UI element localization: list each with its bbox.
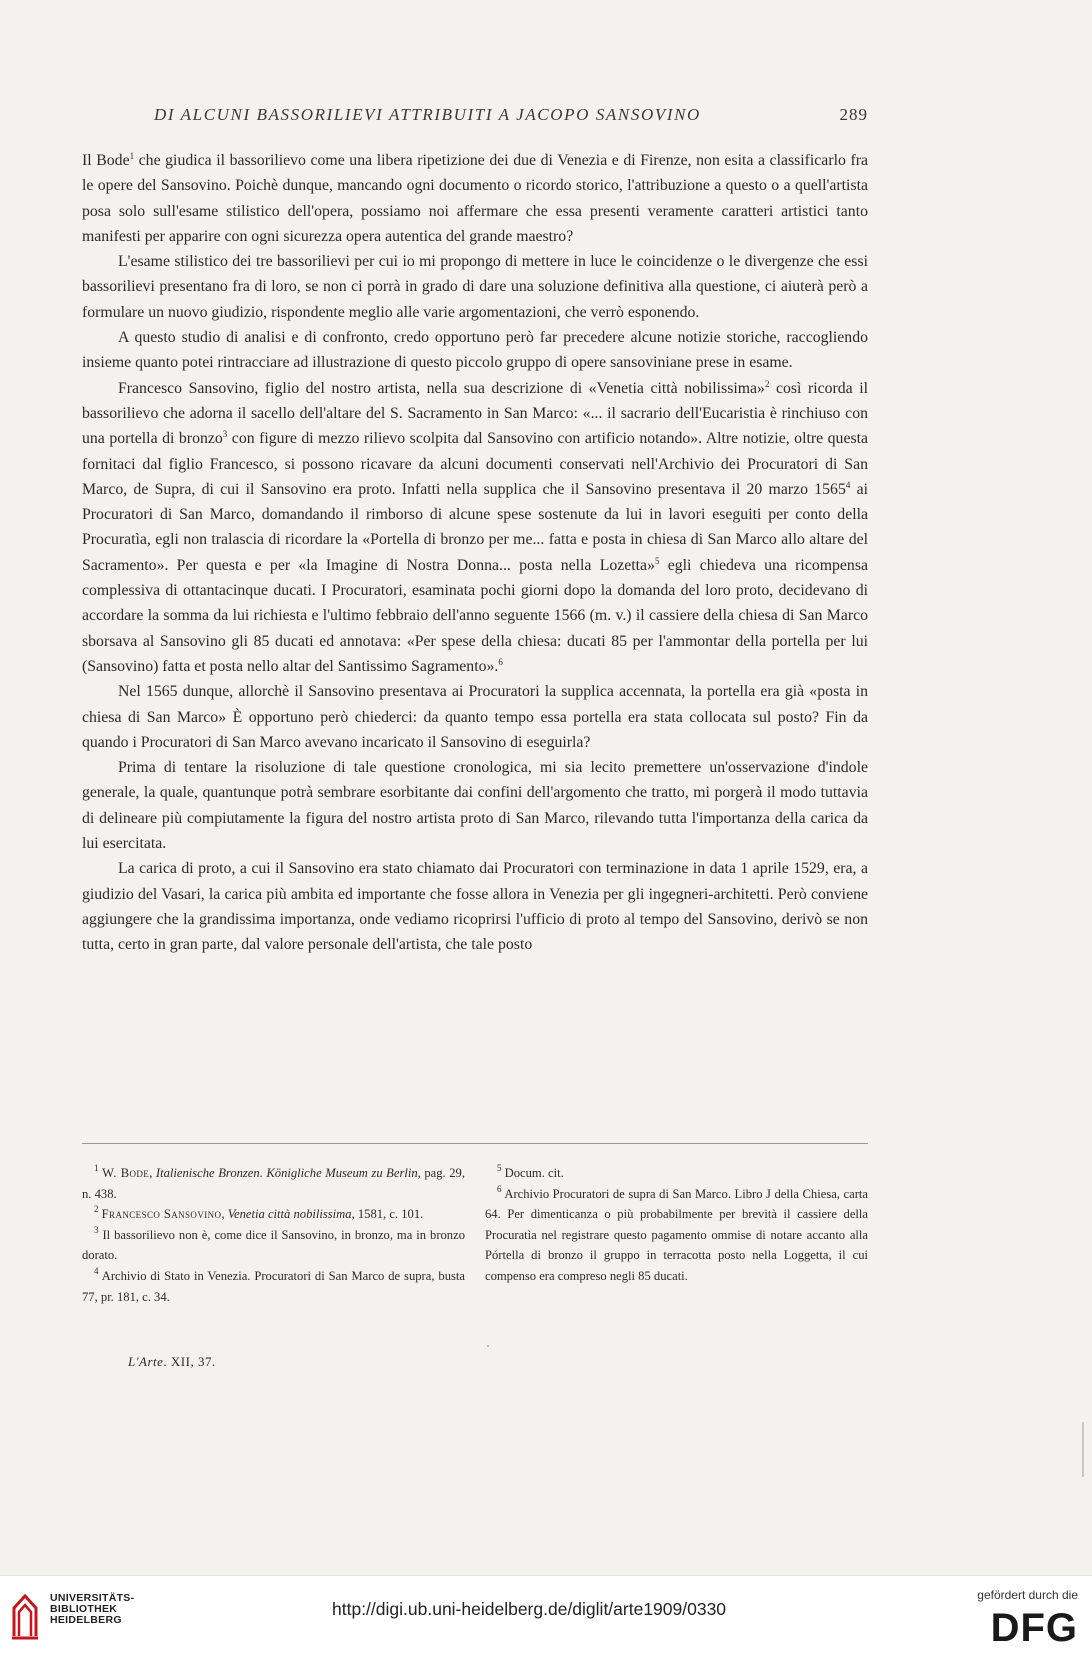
paragraph: Il Bode$^1$ che giudica il bassorilievo come una libera ripetizione dei due di Venezia e di Firenze, non esita a classificarlo fra le opere del Sansovino. Poichè dunque, mancando ogni documento o ricordo storico, l'attribuzione a questo o a quell'artista posa solo sull'esame stilistico dell'opera, possiamo noi affermare che essa presenti veramente caratteri artistici tanto manifesti per apparire con ogni sicurezza opera autentica del grande maestro? — [82, 151, 868, 245]
paragraph: Francesco Sansovino, figlio del nostro artista, nella sua descrizione di «Venetia città nobilissima»$^2$ così ricorda il bassorilievo che adorna il sacello dell'altare del S. Sacramento in San Marco: «... il sacrario dell'Eucaristia è rinchiuso con una portella di bronzo$^3$ con figure di mezzo rilievo scolpita dal Sansovino con artificio notando». Altre notizie, oltre questa fornitaci dal figlio Francesco, si possono ricavare da alcuni documenti conservati nell'Archivio dei Procuratori di San Marco, de Supra, di cui il Sansovino era proto. Infatti nella supplica che il Sansovino presentava il 20 marzo 1565$^4$ ai Procuratori di San Marco, domandando il rimborso di alcune spese sostenute da lui in lavori eseguiti per conto della Procuratìa, egli non tralascia di ricordare la «Portella di bronzo per me... fatta e posta in chiesa di San Marco allo altare del Sacramento». Per questa e per «la Imagine di Nostra Donna... posta nella Lozetta»$^5$ egli chiedeva una ricompensa complessiva di ottantacinque ducati. I Procuratori, esaminata pochi giorni dopo la domanda del loro proto, decidevano di accordare la somma da lui richiesta e l'ultimo febbraio dell'anno seguente 1566 (m. v.) il cassiere della chiesa di San Marco sborsava al Sansovino gli 85 ducati ed annotava: «Per spese della chiesa: ducati 85 per l'ammontar della portella per lui (Sansovino) fatta et posta nello altar del Santissimo Sagramento».$^6$ — [82, 378, 868, 675]
footnote: $^5$ Docum. cit. — [497, 1163, 564, 1180]
dfg-logo[interactable]: DFG — [990, 1606, 1078, 1650]
footnote-ref[interactable]: 6 — [498, 656, 503, 667]
paragraph: A questo studio di analisi e di confronto, credo opportuno però far precedere alcune notizie storiche, raccogliendo insieme quanto potei rintracciare ad illustrazione di questo piccolo gruppo di opere sansoviniane prese in esame. — [82, 329, 868, 372]
funder-caption: gefördert durch die — [977, 1588, 1078, 1602]
footnote: $^2$ Francesco Sansovino, Venetia città nobilissima, 1581, c. 101. — [94, 1204, 424, 1222]
footnotes-right-column — [485, 1163, 868, 1287]
running-title: DI ALCUNI BASSORILIEVI ATTRIBUITI A JACOPO SANSOVINO — [154, 105, 701, 124]
page-number: 289 — [839, 105, 868, 124]
ub-heidelberg-logo-icon[interactable] — [10, 1588, 40, 1640]
body-text — [82, 148, 868, 958]
viewer-bottom-bar — [0, 1575, 1092, 1659]
print-speck — [487, 1345, 489, 1347]
footnote-ref[interactable]: 3 — [222, 429, 228, 440]
footnote-ref[interactable]: 1 — [129, 151, 135, 161]
paragraph: La carica di proto, a cui il Sansovino era stato chiamato dai Procuratori con terminazione in data 1 aprile 1529, era, a giudizio del Vasari, la carica più ambita ed importante che fosse allora in Venezia per gli ingegneri-architetti. Però conviene aggiungere che la grandissima importanza, onde vediamo ricoprirsi l'ufficio di proto al tempo del Sansovino, derivò se non tutta, certo in gran parte, dal valore personale dell'artista, che tale posto — [82, 860, 868, 954]
paragraph: Nel 1565 dunque, allorchè il Sansovino presentava ai Procuratori la supplica accennata, la portella era già «posta in chiesa di San Marco» È opportuno però chiederci: da quanto tempo essa portella era stata collocata sul posto? Fin da quando i Procuratori di San Marco avevano incaricato il Sansovino di eseguirla? — [82, 683, 868, 751]
scan-edge-mark — [1082, 1422, 1084, 1477]
permalink-url[interactable]: http://digi.ub.uni-heidelberg.de/diglit/arte1909/0330 — [332, 1599, 727, 1619]
footnote: $^6$ Archivio Procuratori de supra di San Marco. Libro J della Chiesa, carta 64. Per dimenticanza o più probabilmente per brevità il cassiere della Procuratìa nel registrare questo pagamento ommise di notare accanto alla Pórtella di bronzo il gruppo in terracotta posto nella Loggetta, il cui compenso era compreso negli 85 ducati. — [485, 1183, 868, 1283]
footnotes-left-column — [82, 1163, 465, 1307]
paragraph: L'esame stilistico dei tre bassorilievi per cui io mi propongo di mettere in luce le coincidenze o le divergenze che essi bassorilievi presentano fra di loro, se non ci porrà in grado di dare una soluzione definitiva alla questione, ci aiuterà però a formulare un nuovo giudizio, rispondente meglio alle varie argomentazioni, che verrò esponendo. — [82, 253, 868, 321]
footnote-rule — [82, 1143, 868, 1144]
library-name[interactable]: UNIVERSITÄTS- BIBLIOTHEK HEIDELBERG — [50, 1592, 135, 1626]
page-footer: L'Arte. XII, 37. — [128, 1354, 216, 1369]
paragraph: Prima di tentare la risoluzione di tale questione cronologica, mi sia lecito premettere un'osservazione d'indole generale, la quale, quantunque potrà sembrare esorbitante dai confini dell'argomento che tratto, mi porgerà il modo tuttavia di delineare più compiutamente la figura del nostro artista proto di San Marco, rilevando tutta l'importanza della carica da lui esercitata. — [82, 759, 868, 853]
footnote: $^3$ Il bassorilievo non è, come dice il Sansovino, in bronzo, ma in bronzo dorato. — [82, 1224, 465, 1263]
footnote-ref[interactable]: 5 — [654, 555, 660, 566]
footnote: $^4$ Archivio di Stato in Venezia. Procuratori di San Marco de supra, busta 77, pr. 181, c. 34. — [82, 1265, 465, 1304]
footnote: $^1$ W. Bode, Italienische Bronzen. Königliche Museum zu Berlin, pag. 29, n. 438. — [82, 1163, 465, 1201]
footnote-ref[interactable]: 4 — [845, 479, 851, 490]
footnote-ref[interactable]: 2 — [764, 378, 770, 389]
